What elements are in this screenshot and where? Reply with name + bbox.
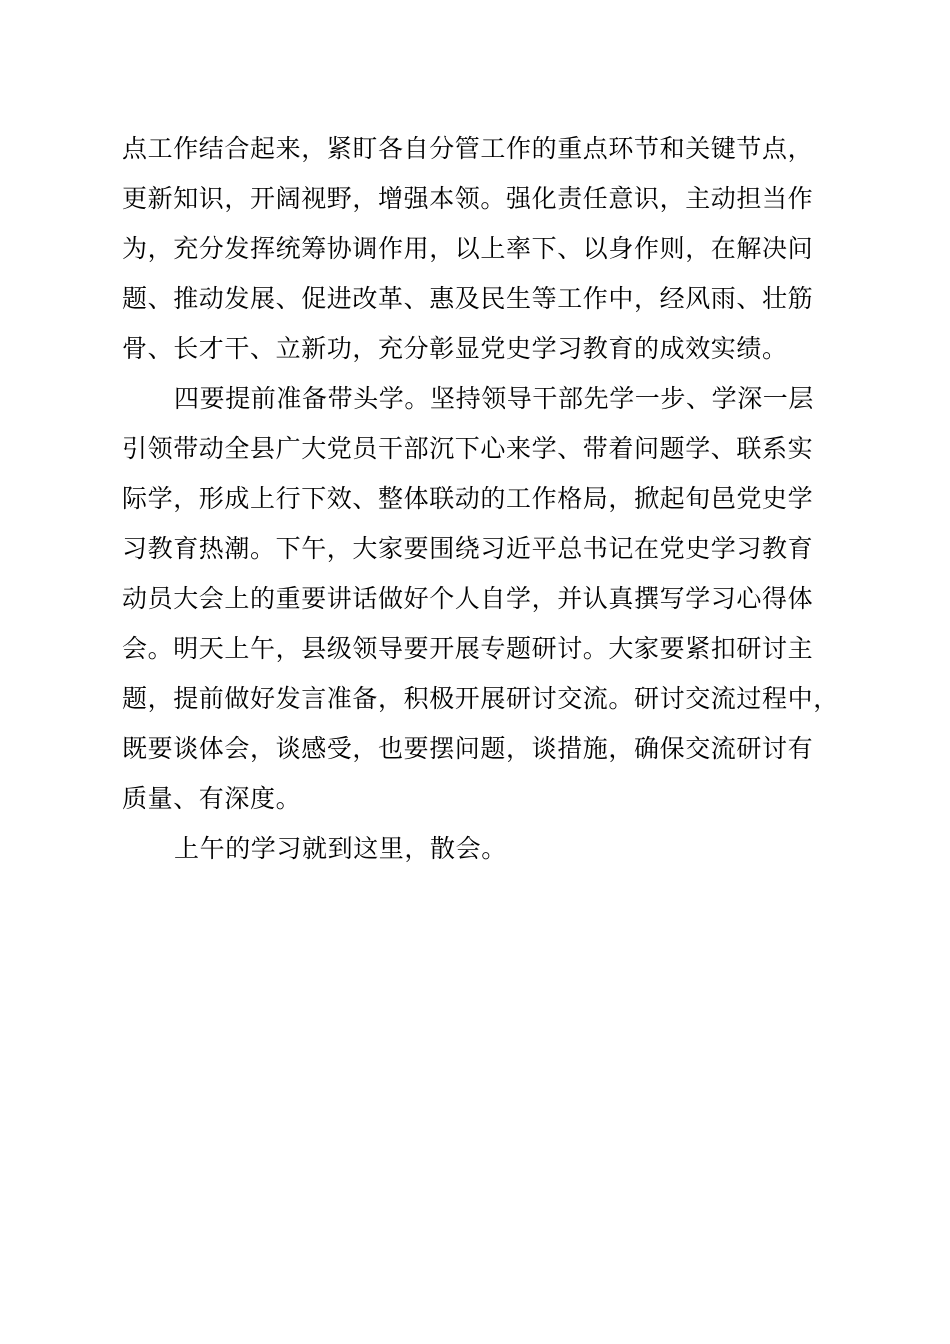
paragraph-line: 质量、有深度。 [122, 784, 302, 813]
paragraph-line: 为，充分发挥统筹协调作用，以上率下、以身作则，在解决问 [122, 234, 814, 263]
paragraph-line: 动员大会上的重要讲话做好个人自学，并认真撰写学习心得体 [122, 584, 814, 613]
paragraph-line: 习教育热潮。下午，大家要围绕习近平总书记在党史学习教育 [122, 534, 814, 563]
paragraph-line: 点工作结合起来，紧盯各自分管工作的重点环节和关键节点， [122, 134, 814, 163]
paragraph-line: 题、推动发展、促进改革、惠及民生等工作中，经风雨、壮筋 [122, 284, 814, 313]
paragraph-line: 上午的学习就到这里，散会。 [174, 834, 507, 863]
paragraph-3 [122, 824, 862, 874]
document-body [122, 124, 862, 874]
paragraph-line: 既要谈体会，谈感受，也要摆问题，谈措施，确保交流研讨有 [122, 734, 814, 763]
paragraph-line: 题，提前做好发言准备，积极开展研讨交流。研讨交流过程中， [122, 684, 839, 713]
paragraph-line: 际学，形成上行下效、整体联动的工作格局，掀起旬邑党史学 [122, 484, 814, 513]
paragraph-line: 更新知识，开阔视野，增强本领。强化责任意识，主动担当作 [122, 184, 814, 213]
paragraph-1 [122, 124, 862, 374]
paragraph-line: 骨、长才干、立新功，充分彰显党史学习教育的成效实绩。 [122, 334, 788, 363]
paragraph-line: 四要提前准备带头学。坚持领导干部先学一步、学深一层 [174, 384, 815, 413]
paragraph-line: 引领带动全县广大党员干部沉下心来学、带着问题学、联系实 [122, 434, 814, 463]
paragraph-line: 会。明天上午，县级领导要开展专题研讨。大家要紧扣研讨主 [122, 634, 814, 663]
paragraph-2 [122, 374, 862, 824]
